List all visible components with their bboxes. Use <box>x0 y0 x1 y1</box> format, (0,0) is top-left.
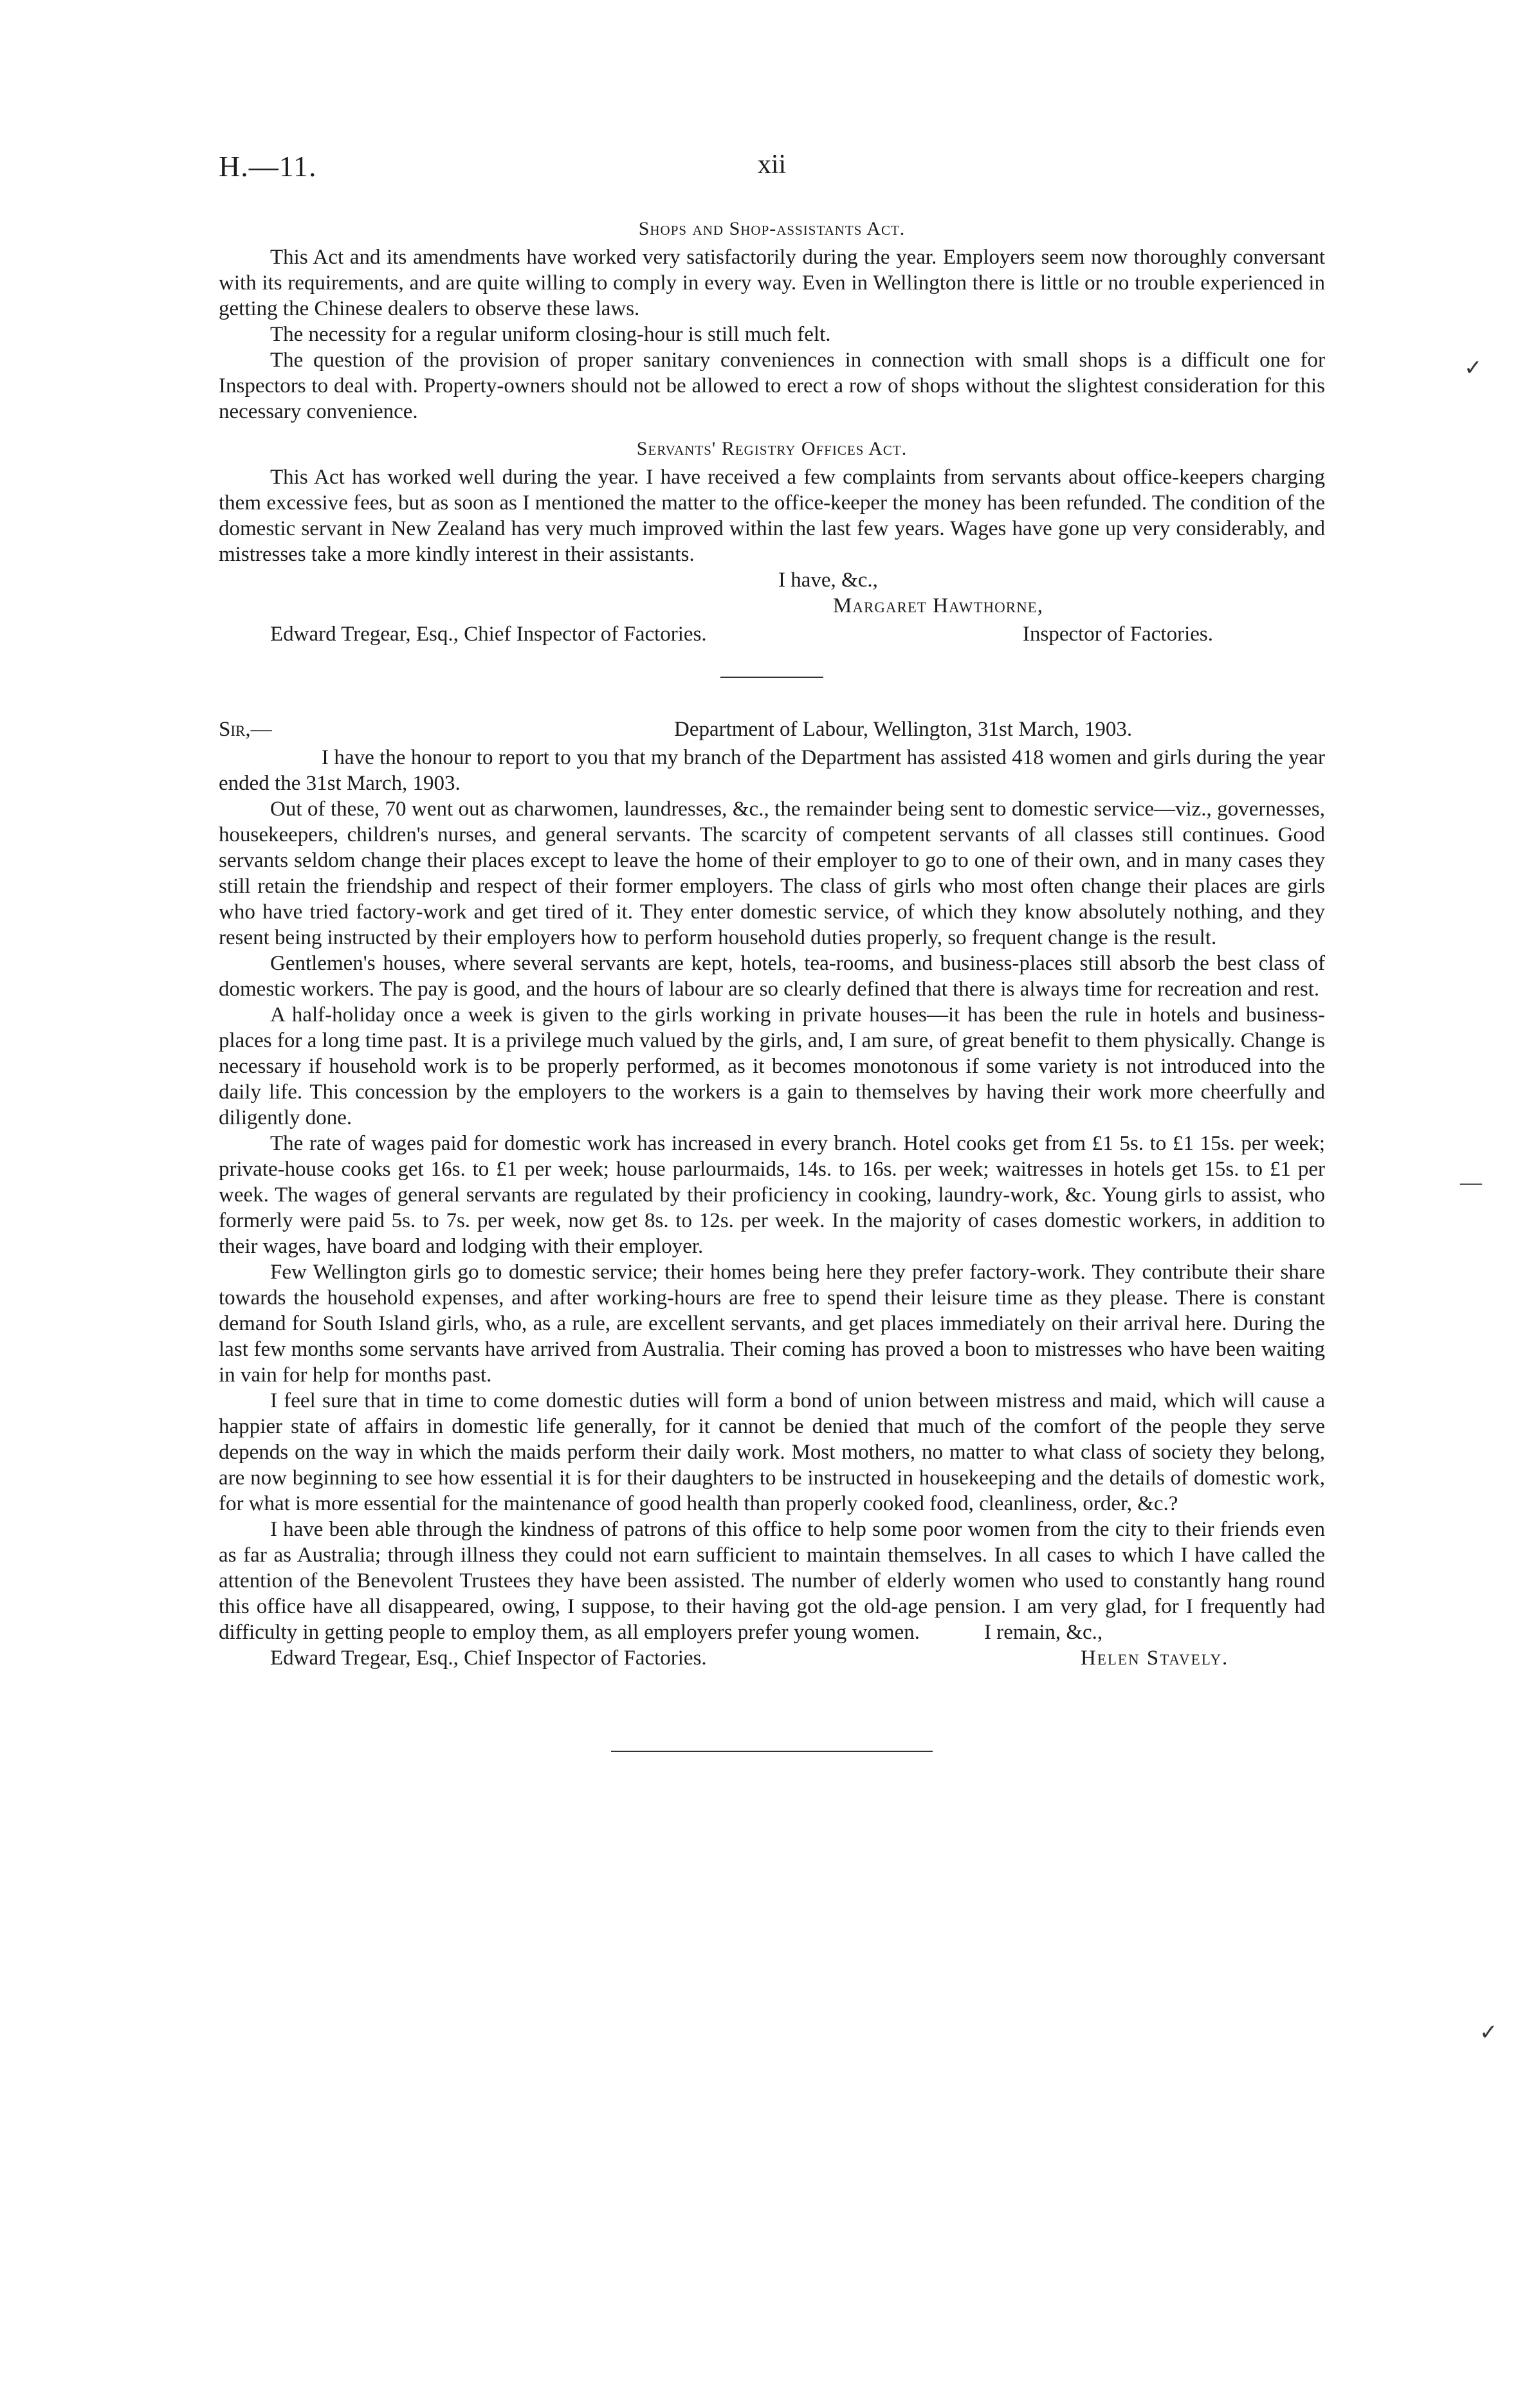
paragraph: Gentlemen's houses, where several servants are kept, hotels, tea-rooms, and business-places still absorb the best class of domestic workers. The pay is good, and the hours of labour are so clearly defined that there is always time for recreation and rest. <box>219 952 1325 1001</box>
margin-check-mark: ✓ <box>1464 356 1483 380</box>
closing-line: I have, &c., <box>778 569 878 592</box>
signatory-title: Inspector of Factories. <box>1023 623 1213 646</box>
section-divider <box>720 677 823 678</box>
signature-block <box>219 1621 1325 1699</box>
addressee-line: Edward Tregear, Esq., Chief Inspector of Factories. <box>270 1646 707 1670</box>
page-header <box>219 149 1325 194</box>
letter-heading <box>219 716 1325 745</box>
page-number: xii <box>757 150 787 179</box>
salutation: Sir,— <box>219 718 272 741</box>
paragraph: This Act has worked well during the year. I have received a few complaints from servants about office-keepers charging them excessive fees, but as soon as I mentioned the matter to the office-keeper the money has been refunded. The condition of the domestic servant in New Zealand has very much improved within the last few years. Wages have gone up very considerably, and mistresses take a more kindly interest in their assistants. <box>219 466 1325 566</box>
paragraph: Few Wellington girls go to domestic service; their homes being here they prefer factory-work. They contribute their share towards the household expenses, and after working-hours are free to spend their leisure time as they please. There is constant demand for South Island girls, who, as a rule, are excellent servants, and get places immediately on their arrival here. During the last few months some servants have arrived from Australia. Their coming has proved a boon to mistresses who have been waiting in vain for help for months past. <box>219 1261 1325 1387</box>
section-heading-shops-act: Shops and Shop-assistants Act. <box>638 218 906 239</box>
margin-check-mark: ✓ <box>1479 2021 1498 2045</box>
addressee-line: Edward Tregear, Esq., Chief Inspector of Factories. <box>270 623 707 646</box>
paragraph: I feel sure that in time to come domestic duties will form a bond of union between mistress and maid, which will cause a happier state of affairs in domestic life generally, for it cannot be denied that much of the comfort of the people they serve depends on the way in which the maids perform their daily work. Most mothers, no matter to what class of society they belong, are now beginning to see how essential it is for their daughters to be instructed in housekeeping and the details of domestic work, for what is more essential for the maintenance of good health than properly cooked food, cleanliness, order, &c.? <box>219 1389 1325 1515</box>
paragraph: This Act and its amendments have worked very satisfactorily during the year. Employers seem now thoroughly conversant with its requirements, and are quite willing to comply in every way. Even in Wellington there is little or no trouble experienced in getting the Chinese dealers to observe these laws. <box>219 246 1325 320</box>
paragraph: Out of these, 70 went out as charwomen, laundresses, &c., the remainder being sent to domestic service—viz., governesses, housekeepers, children's nurses, and general servants. The scarcity of competent servants of all classes still continues. Good servants seldom change their places except to leave the home of their employer to go to one of their own, and in many cases they still retain the friendship and respect of their former employers. The class of girls who most often change their places are girls who have tried factory-work and get tired of it. They enter domestic service, of which they know absolutely nothing, and they resent being instructed by their employers how to perform household duties properly, so frequent change is the result. <box>219 798 1325 949</box>
document-code: H.—11. <box>219 150 317 183</box>
paragraph: A half-holiday once a week is given to the girls working in private houses—it has been the rule in hotels and business-places for a long time past. It is a privilege much valued by the girls, and, I am sure, of great benefit to them physically. Change is necessary if household work is to be properly performed, as it becomes monotonous if some variety is not introduced into the daily life. This concession by the employers to the workers is a gain to themselves by having their work more cheerfully and diligently done. <box>219 1003 1325 1129</box>
paragraph: I have the honour to report to you that my branch of the Department has assisted 418 women and girls during the year ended the 31st March, 1903. <box>219 746 1325 795</box>
margin-dash-mark: — <box>1460 1171 1482 1194</box>
closing-line: I remain, &c., <box>984 1621 1103 1644</box>
page-body <box>219 216 1325 1752</box>
section-heading-registry-act: Servants' Registry Offices Act. <box>636 438 908 459</box>
signature-block <box>219 567 1325 651</box>
paragraph: The rate of wages paid for domestic work has increased in every branch. Hotel cooks get from £1 5s. to £1 15s. per week; private-house cooks get 16s. to £1 per week; house parlourmaids, 14s. to 16s. per week; waitresses in hotels get 15s. to £1 per week. The wages of general servants are regulated by their proficiency in cooking, laundry-work, &c. Young girls to assist, who formerly were paid 5s. to 7s. per week, now get 8s. to 12s. per week. In the majority of cases domestic workers, in addition to their wages, have board and lodging with their employer. <box>219 1132 1325 1258</box>
paragraph: The question of the provision of proper sanitary conveniences in connection with small shops is a difficult one for Inspectors to deal with. Property-owners should not be allowed to erect a row of shops without the slightest consideration for this necessary convenience. <box>219 349 1325 423</box>
paragraph: The necessity for a regular uniform closing-hour is still much felt. <box>270 323 831 346</box>
end-rule <box>611 1751 933 1752</box>
dateline: Department of Labour, Wellington, 31st March, 1903. <box>674 718 1133 741</box>
signatory-name: Margaret Hawthorne, <box>833 594 1044 617</box>
paragraph: I have been able through the kindness of patrons of this office to help some poor women from the city to their friends even as far as Australia; through illness they could not earn sufficient to maintain themselves. In all cases to which I have called the attention of the Benevolent Trustees they have been assisted. The number of elderly women who used to constantly hang round this office have all disappeared, owing, I suppose, to their having got the old-age pension. I am very glad, for I frequently had difficulty in getting people to employ them, as all employers prefer young women. <box>219 1518 1325 1644</box>
signatory-name: Helen Stavely. <box>1081 1646 1229 1670</box>
